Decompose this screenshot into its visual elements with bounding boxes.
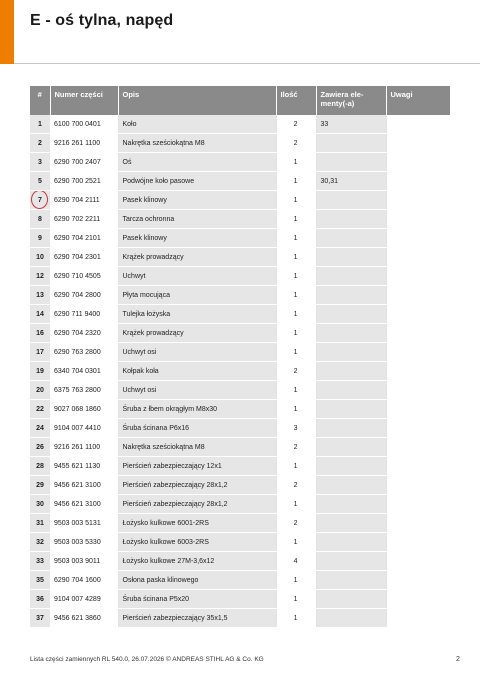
contains-elements-cell: 33 [316,115,386,134]
row-number-cell: 12 [30,267,50,286]
quantity-cell: 1 [276,343,316,362]
row-number-cell: 17 [30,343,50,362]
quantity-cell: 1 [276,305,316,324]
contains-elements-cell [316,229,386,248]
quantity-cell: 1 [276,609,316,628]
part-description-cell: Nakrętka sześciokątna M8 [118,438,276,457]
quantity-cell: 1 [276,590,316,609]
row-number-cell: 10 [30,248,50,267]
part-description-cell: Podwójne koło pasowe [118,172,276,191]
part-number-cell: 6340 704 0301 [50,362,118,381]
quantity-cell: 1 [276,400,316,419]
footer-text: Lista części zamiennych RL 540.0, 26.07.2026 © ANDREAS STIHL AG & Co. KG [30,656,264,663]
row-number-cell: 5 [30,172,50,191]
quantity-cell: 2 [276,362,316,381]
part-number-cell: 6290 763 2800 [50,343,118,362]
row-number-cell: 7 [30,191,50,210]
contains-elements-cell [316,286,386,305]
notes-cell [386,419,450,438]
part-number-cell: 6290 710 4505 [50,267,118,286]
column-header-notes: Uwagi [386,86,450,115]
table-row [30,115,450,134]
contains-elements-cell [316,552,386,571]
notes-cell [386,305,450,324]
part-description-cell: Pierścień zabezpieczający 35x1,5 [118,609,276,628]
part-number-cell: 9456 621 3100 [50,476,118,495]
part-number-cell: 6290 711 9400 [50,305,118,324]
part-description-cell: Tulejka łożyska [118,305,276,324]
table-header-row [30,86,450,115]
table-row [30,571,450,590]
table-row [30,495,450,514]
quantity-cell: 4 [276,552,316,571]
table-row [30,533,450,552]
contains-elements-cell [316,438,386,457]
part-number-cell: 9456 621 3860 [50,609,118,628]
part-description-cell: Uchwyt osi [118,381,276,400]
row-number-cell: 8 [30,210,50,229]
contains-elements-cell: 30,31 [316,172,386,191]
contains-elements-cell [316,495,386,514]
part-description-cell: Pasek klinowy [118,229,276,248]
row-number-cell: 32 [30,533,50,552]
part-number-cell: 6290 704 2101 [50,229,118,248]
contains-elements-cell [316,267,386,286]
part-description-cell: Kołpak koła [118,362,276,381]
accent-bar [0,0,14,64]
contains-elements-cell [316,381,386,400]
part-number-cell: 6375 763 2800 [50,381,118,400]
quantity-cell: 1 [276,286,316,305]
part-number-cell: 6290 704 2800 [50,286,118,305]
row-number-cell: 33 [30,552,50,571]
part-number-cell: 6290 702 2211 [50,210,118,229]
quantity-cell: 1 [276,533,316,552]
row-number-cell: 20 [30,381,50,400]
quantity-cell: 1 [276,324,316,343]
table-row [30,229,450,248]
header-divider [14,63,480,64]
contains-elements-cell [316,191,386,210]
row-number-cell: 28 [30,457,50,476]
notes-cell [386,343,450,362]
notes-cell [386,381,450,400]
quantity-cell: 1 [276,229,316,248]
quantity-cell: 1 [276,153,316,172]
notes-cell [386,248,450,267]
part-number-cell: 6290 704 2111 [50,191,118,210]
part-description-cell: Łożysko kulkowe 27M-3,6x12 [118,552,276,571]
table-row [30,134,450,153]
notes-cell [386,210,450,229]
part-number-cell: 9503 003 9011 [50,552,118,571]
contains-elements-cell [316,324,386,343]
contains-elements-cell [316,590,386,609]
part-description-cell: Pierścień zabezpieczający 28x1,2 [118,495,276,514]
table-row [30,457,450,476]
row-number-cell: 31 [30,514,50,533]
notes-cell [386,286,450,305]
quantity-cell: 1 [276,381,316,400]
table-row [30,590,450,609]
contains-elements-cell [316,514,386,533]
row-number-cell: 2 [30,134,50,153]
notes-cell [386,115,450,134]
contains-elements-cell [316,419,386,438]
row-number-cell: 24 [30,419,50,438]
quantity-cell: 1 [276,248,316,267]
quantity-cell: 1 [276,210,316,229]
row-number-cell: 22 [30,400,50,419]
part-number-cell: 9503 003 5330 [50,533,118,552]
part-description-cell: Oś [118,153,276,172]
notes-cell [386,609,450,628]
part-description-cell: Uchwyt [118,267,276,286]
quantity-cell: 2 [276,438,316,457]
table-row [30,286,450,305]
notes-cell [386,172,450,191]
contains-elements-cell [316,153,386,172]
row-number-cell: 35 [30,571,50,590]
part-description-cell: Pierścień zabezpieczający 12x1 [118,457,276,476]
notes-cell [386,438,450,457]
part-description-cell: Koło [118,115,276,134]
column-header-number: # [30,86,50,115]
notes-cell [386,514,450,533]
part-number-cell: 9456 621 3100 [50,495,118,514]
contains-elements-cell [316,343,386,362]
contains-elements-cell [316,476,386,495]
table-row [30,191,450,210]
table-row [30,419,450,438]
notes-cell [386,552,450,571]
notes-cell [386,229,450,248]
quantity-cell: 2 [276,115,316,134]
part-description-cell: Uchwyt osi [118,343,276,362]
contains-elements-cell [316,571,386,590]
table-row [30,438,450,457]
notes-cell [386,457,450,476]
notes-cell [386,324,450,343]
notes-cell [386,476,450,495]
part-number-cell: 6290 704 2301 [50,248,118,267]
row-number-cell: 14 [30,305,50,324]
notes-cell [386,153,450,172]
column-header-contains: Zawiera ele- menty(-a) [316,86,386,115]
part-description-cell: Tarcza ochronna [118,210,276,229]
notes-cell [386,571,450,590]
quantity-cell: 3 [276,419,316,438]
column-header-quantity: Ilość [276,86,316,115]
quantity-cell: 2 [276,514,316,533]
part-number-cell: 6290 700 2521 [50,172,118,191]
contains-elements-cell [316,305,386,324]
table-row [30,210,450,229]
part-number-cell: 9027 068 1860 [50,400,118,419]
table-row [30,400,450,419]
part-number-cell: 9455 621 1130 [50,457,118,476]
part-number-cell: 6100 700 0401 [50,115,118,134]
part-description-cell: Krążek prowadzący [118,324,276,343]
row-number-cell: 36 [30,590,50,609]
row-number-cell: 37 [30,609,50,628]
notes-cell [386,533,450,552]
contains-elements-cell [316,362,386,381]
row-number-cell: 13 [30,286,50,305]
part-number-cell: 9104 007 4289 [50,590,118,609]
part-description-cell: Płyta mocująca [118,286,276,305]
contains-elements-cell [316,457,386,476]
row-number-cell: 16 [30,324,50,343]
row-number-cell: 30 [30,495,50,514]
table-row [30,514,450,533]
table-row [30,267,450,286]
contains-elements-cell [316,210,386,229]
contains-elements-cell [316,609,386,628]
part-description-cell: Nakrętka sześciokątna M8 [118,134,276,153]
quantity-cell: 2 [276,134,316,153]
quantity-cell: 2 [276,476,316,495]
row-number-cell: 26 [30,438,50,457]
table-row [30,248,450,267]
part-description-cell: Łożysko kulkowe 6001-2RS [118,514,276,533]
part-description-cell: Pierścień zabezpieczający 28x1,2 [118,476,276,495]
parts-table [30,86,450,628]
annotation-circle [31,191,48,210]
part-description-cell: Osłona paska klinowego [118,571,276,590]
quantity-cell: 1 [276,457,316,476]
column-header-part-number: Numer części [50,86,118,115]
notes-cell [386,267,450,286]
table-row [30,362,450,381]
notes-cell [386,191,450,210]
part-number-cell: 9216 261 1100 [50,134,118,153]
part-number-cell: 9503 003 5131 [50,514,118,533]
part-number-cell: 6290 704 1600 [50,571,118,590]
part-description-cell: Łożysko kulkowe 6003-2RS [118,533,276,552]
table-row [30,343,450,362]
part-description-cell: Śruba ścinana P6x16 [118,419,276,438]
quantity-cell: 1 [276,172,316,191]
part-description-cell: Pasek klinowy [118,191,276,210]
contains-elements-cell [316,248,386,267]
part-number-cell: 9104 007 4410 [50,419,118,438]
notes-cell [386,495,450,514]
notes-cell [386,134,450,153]
quantity-cell: 1 [276,495,316,514]
table-row [30,609,450,628]
quantity-cell: 1 [276,571,316,590]
table-row [30,552,450,571]
contains-elements-cell [316,533,386,552]
table-row [30,172,450,191]
contains-elements-cell [316,400,386,419]
notes-cell [386,400,450,419]
part-number-cell: 6290 700 2407 [50,153,118,172]
table-row [30,324,450,343]
notes-cell [386,362,450,381]
table-row [30,381,450,400]
part-number-cell: 6290 704 2320 [50,324,118,343]
page-number: 2 [456,656,460,663]
row-number-cell: 29 [30,476,50,495]
table-row [30,153,450,172]
part-number-cell: 9216 261 1100 [50,438,118,457]
quantity-cell: 1 [276,267,316,286]
quantity-cell: 1 [276,191,316,210]
notes-cell [386,590,450,609]
part-description-cell: Krążek prowadzący [118,248,276,267]
part-description-cell: Śruba ścinana P5x20 [118,590,276,609]
contains-elements-cell [316,134,386,153]
part-description-cell: Śruba z łbem okrągłym M8x30 [118,400,276,419]
row-number-cell: 19 [30,362,50,381]
table-row [30,305,450,324]
table-row [30,476,450,495]
row-number-cell: 9 [30,229,50,248]
column-header-description: Opis [118,86,276,115]
row-number-cell: 1 [30,115,50,134]
row-number-cell: 3 [30,153,50,172]
page-title: E - oś tylna, napęd [30,12,174,29]
